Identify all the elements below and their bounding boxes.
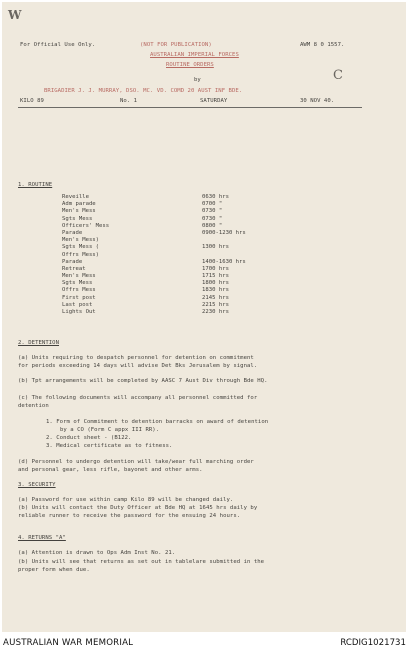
document-page [2,2,406,632]
security-heading: 3. SECURITY [18,482,56,488]
routine-time: 1830 hrs [202,287,229,294]
routine-time: 1715 hrs [202,273,229,280]
routine-event: Offrs Mess) [62,251,100,258]
routine-event: Offrs Mess [62,287,96,294]
detention-para-c-cont: detention [18,403,49,409]
by-label: by [194,77,201,83]
detention-para-c: (c) The following documents will accompany all personnel committed for [18,395,258,401]
routine-heading: 1. ROUTINE [18,182,53,188]
routine-time: 0800 " [202,222,223,229]
side-mark: C [333,68,343,83]
routine-time: 1700 hrs [202,265,229,272]
routine-time: 2230 hrs [202,309,229,315]
routine-event: Adm parade [62,201,96,208]
routine-time: 0730 " [202,215,223,222]
routine-event: Men's Mess [62,273,96,280]
routine-time: 1800 hrs [202,280,229,287]
detention-heading: 2. DETENTION [18,340,60,346]
reference-number: AWM 8 0 1557. [300,42,345,48]
official-use-label: For Official Use Only. [20,42,96,48]
detention-para-d-cont: and personal gear, less rifle, bayonet and other arms. [18,467,203,473]
detention-item-3: 3. Medical certificate as to fitness. [46,443,173,449]
detention-para-b: (b) Tpt arrangements will be completed by AASC 7 Aust Div through Bde HQ. [18,378,268,384]
routine-event: Sgts Mess [62,215,93,222]
routine-event: Reveille [62,194,89,200]
routine-event: Parade [62,229,83,236]
returns-para-b-cont: proper form when due. [18,567,90,573]
security-para-b: (b) Units will contact the Duty Officer at Bde HQ at 1645 hrs daily by [18,505,258,511]
routine-time: 0900-1230 hrs [202,229,246,236]
routine-event: Lights Out [62,309,96,315]
detention-item-1-cont: by a CO (Form C appx III RR). [60,427,160,433]
returns-heading: 4. RETURNS "A" [18,535,66,541]
corner-mark: W [8,8,22,22]
detention-para-a-cont: for periods exceeding 14 days will advise Det Bks Jerusalem by signal. [18,363,258,369]
security-para-a: (a) Password for use within camp Kilo 89 will be changed daily. [18,497,234,503]
archive-source: AUSTRALIAN WAR MEMORIAL [3,638,134,648]
routine-time: 1300 hrs [202,244,229,251]
routine-time: 2145 hrs [202,294,229,301]
routine-event: Officers' Mess [62,222,110,229]
routine-event: Men's Mess [62,208,96,215]
routine-event: Retreat [62,265,86,272]
archive-id: RCDIG1021731 [340,638,406,648]
routine-time: 1400-1630 hrs [202,258,246,265]
archive-footer [0,636,410,653]
not-for-publication-label: (NOT FOR PUBLICATION) [140,42,212,48]
routine-time: 0700 " [202,201,223,208]
detention-item-1: 1. Form of Commitment to detention barracks on award of detention [46,419,269,425]
routine-event: Men's Mess) [62,237,100,244]
routine-time: 0630 hrs [202,194,229,200]
routine-time: 0730 " [202,208,223,215]
detention-item-2: 2. Conduct sheet - (B122. [46,435,132,441]
camp-label: KILO 89 [20,98,44,104]
header-rule [18,107,362,108]
routine-event: Parade [62,258,83,265]
force-title: AUSTRALIAN IMPERIAL FORCES [150,52,239,58]
order-day: SATURDAY [200,98,228,104]
routine-event: First post [62,294,96,301]
security-para-b-cont: reliable runner to receive the password for the ensuing 24 hours. [18,513,241,519]
commander-line: BRIGADIER J. J. MURRAY, DSO. MC. VD. COMD 20 AUST INF BDE. [44,88,243,94]
returns-para-a: (a) Attention is drawn to Ops Adm Inst No. 21. [18,550,176,556]
routine-event: Sgts Mess ( [62,244,100,251]
detention-para-a: (a) Units requiring to despatch personnel for detention on commitment [18,355,254,361]
detention-para-d: (d) Personnel to undergo detention will take/wear full marching order [18,459,254,465]
routine-event: Last post [62,301,93,308]
routine-time: 2215 hrs [202,301,229,308]
order-date: 30 NOV 40. [300,98,335,104]
document-title: ROUTINE ORDERS [166,62,214,68]
returns-para-b: (b) Units will see that returns as set out in tablelare submitted in the [18,559,265,565]
routine-event: Sgts Mess [62,280,93,287]
order-number: No. 1 [120,98,138,104]
